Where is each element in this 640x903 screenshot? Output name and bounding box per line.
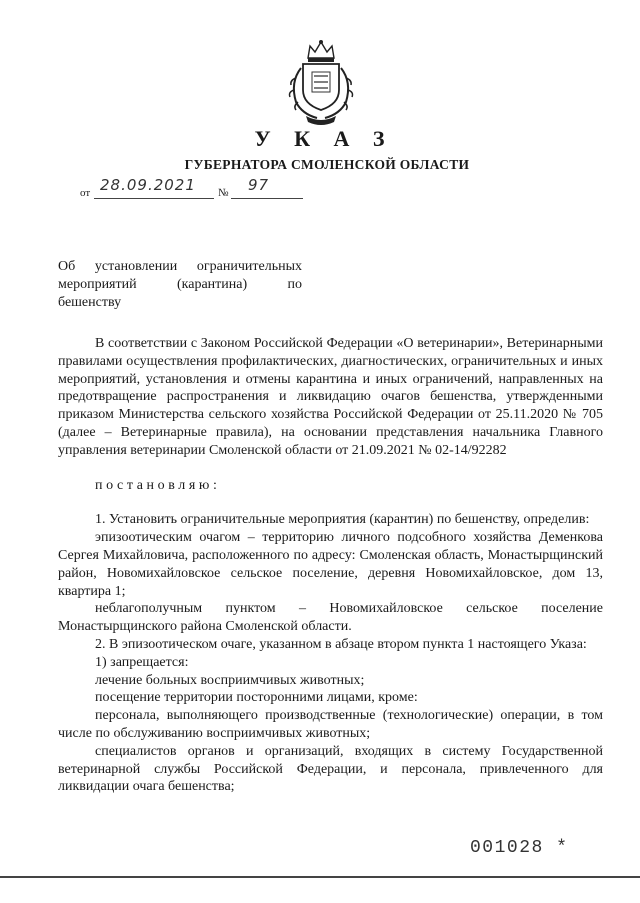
number-handwritten: 97 (248, 176, 270, 194)
document-subtitle: ГУБЕРНАТОРА СМОЛЕНСКОЙ ОБЛАСТИ (184, 157, 470, 172)
paragraph-1: 1. Установить ограничительные мероприятия (карантин) по бешенству, определив: (95, 512, 590, 528)
paragraph-1-epizootic-focus: эпизоотическим очагом – территорию личного подсобного хозяйства Деменкова Сергея Михайловича, расположенного по адресу: Смоленская область, Монастырщинский район, Новомихайловское сельское поселение, деревня Новомихайловское, дом 13, квартира 1; (58, 530, 603, 599)
decree-topic (58, 258, 302, 312)
topic-line-3: бешенству (58, 295, 122, 310)
document-serial-number: 001028 * (470, 838, 569, 858)
paragraph-1-unfavorable-point: неблагополучным пунктом – Новомихайловское сельское поселение Монастырщинского района Смоленской области. (58, 601, 603, 635)
coat-of-arms-emblem (284, 38, 358, 126)
number-prefix: № (218, 187, 229, 199)
topic-line-2: мероприятий (карантина) по (58, 277, 302, 292)
date-underline (94, 198, 214, 199)
bottom-divider (0, 876, 640, 878)
decree-word: постановляю: (95, 477, 221, 493)
paragraph-2-1-b: посещение территории посторонними лицами, кроме: (95, 690, 418, 706)
paragraph-2-1-c: персонала, выполняющего производственные (технологические) операции, в том числе по обслуживанию восприимчивых животных; (58, 708, 603, 741)
date-prefix: от (80, 187, 91, 199)
document-title: У К А З (254, 126, 394, 151)
paragraph-2: 2. В эпизоотическом очаге, указанном в абзаце втором пункта 1 настоящего Указа: (95, 636, 587, 652)
preamble-paragraph: В соответствии с Законом Российской Федерации «О ветеринарии», Ветеринарными правилами осуществления профилактических, диагностических, ограничительных и иных мероприятий, установления и отмены карантина и иных ограничений, направленных на предотвращение распространения и ликвидацию очагов бешенства, утвержденными приказом Министерства сельского хозяйства Российской Федерации от 25.11.2020 № 705 (далее – Ветеринарные правила), на основании представления начальника Главного управления ветеринарии Смоленской области от 21.09.2021 № 02-14/92282 (58, 336, 603, 458)
paragraph-2-1: 1) запрещается: (95, 654, 189, 670)
decree-body (58, 335, 603, 796)
number-underline (231, 198, 303, 199)
date-handwritten: 28.09.2021 (100, 176, 196, 194)
paragraph-2-1-d: специалистов органов и организаций, входящих в систему Государственной ветеринарной службы Российской Федерации, и персонала, привлеченного для ликвидации очага бешенства; (58, 743, 603, 795)
topic-line-1: Об установлении ограничительных (58, 259, 302, 274)
paragraph-2-1-a: лечение больных восприимчивых животных; (95, 672, 365, 688)
